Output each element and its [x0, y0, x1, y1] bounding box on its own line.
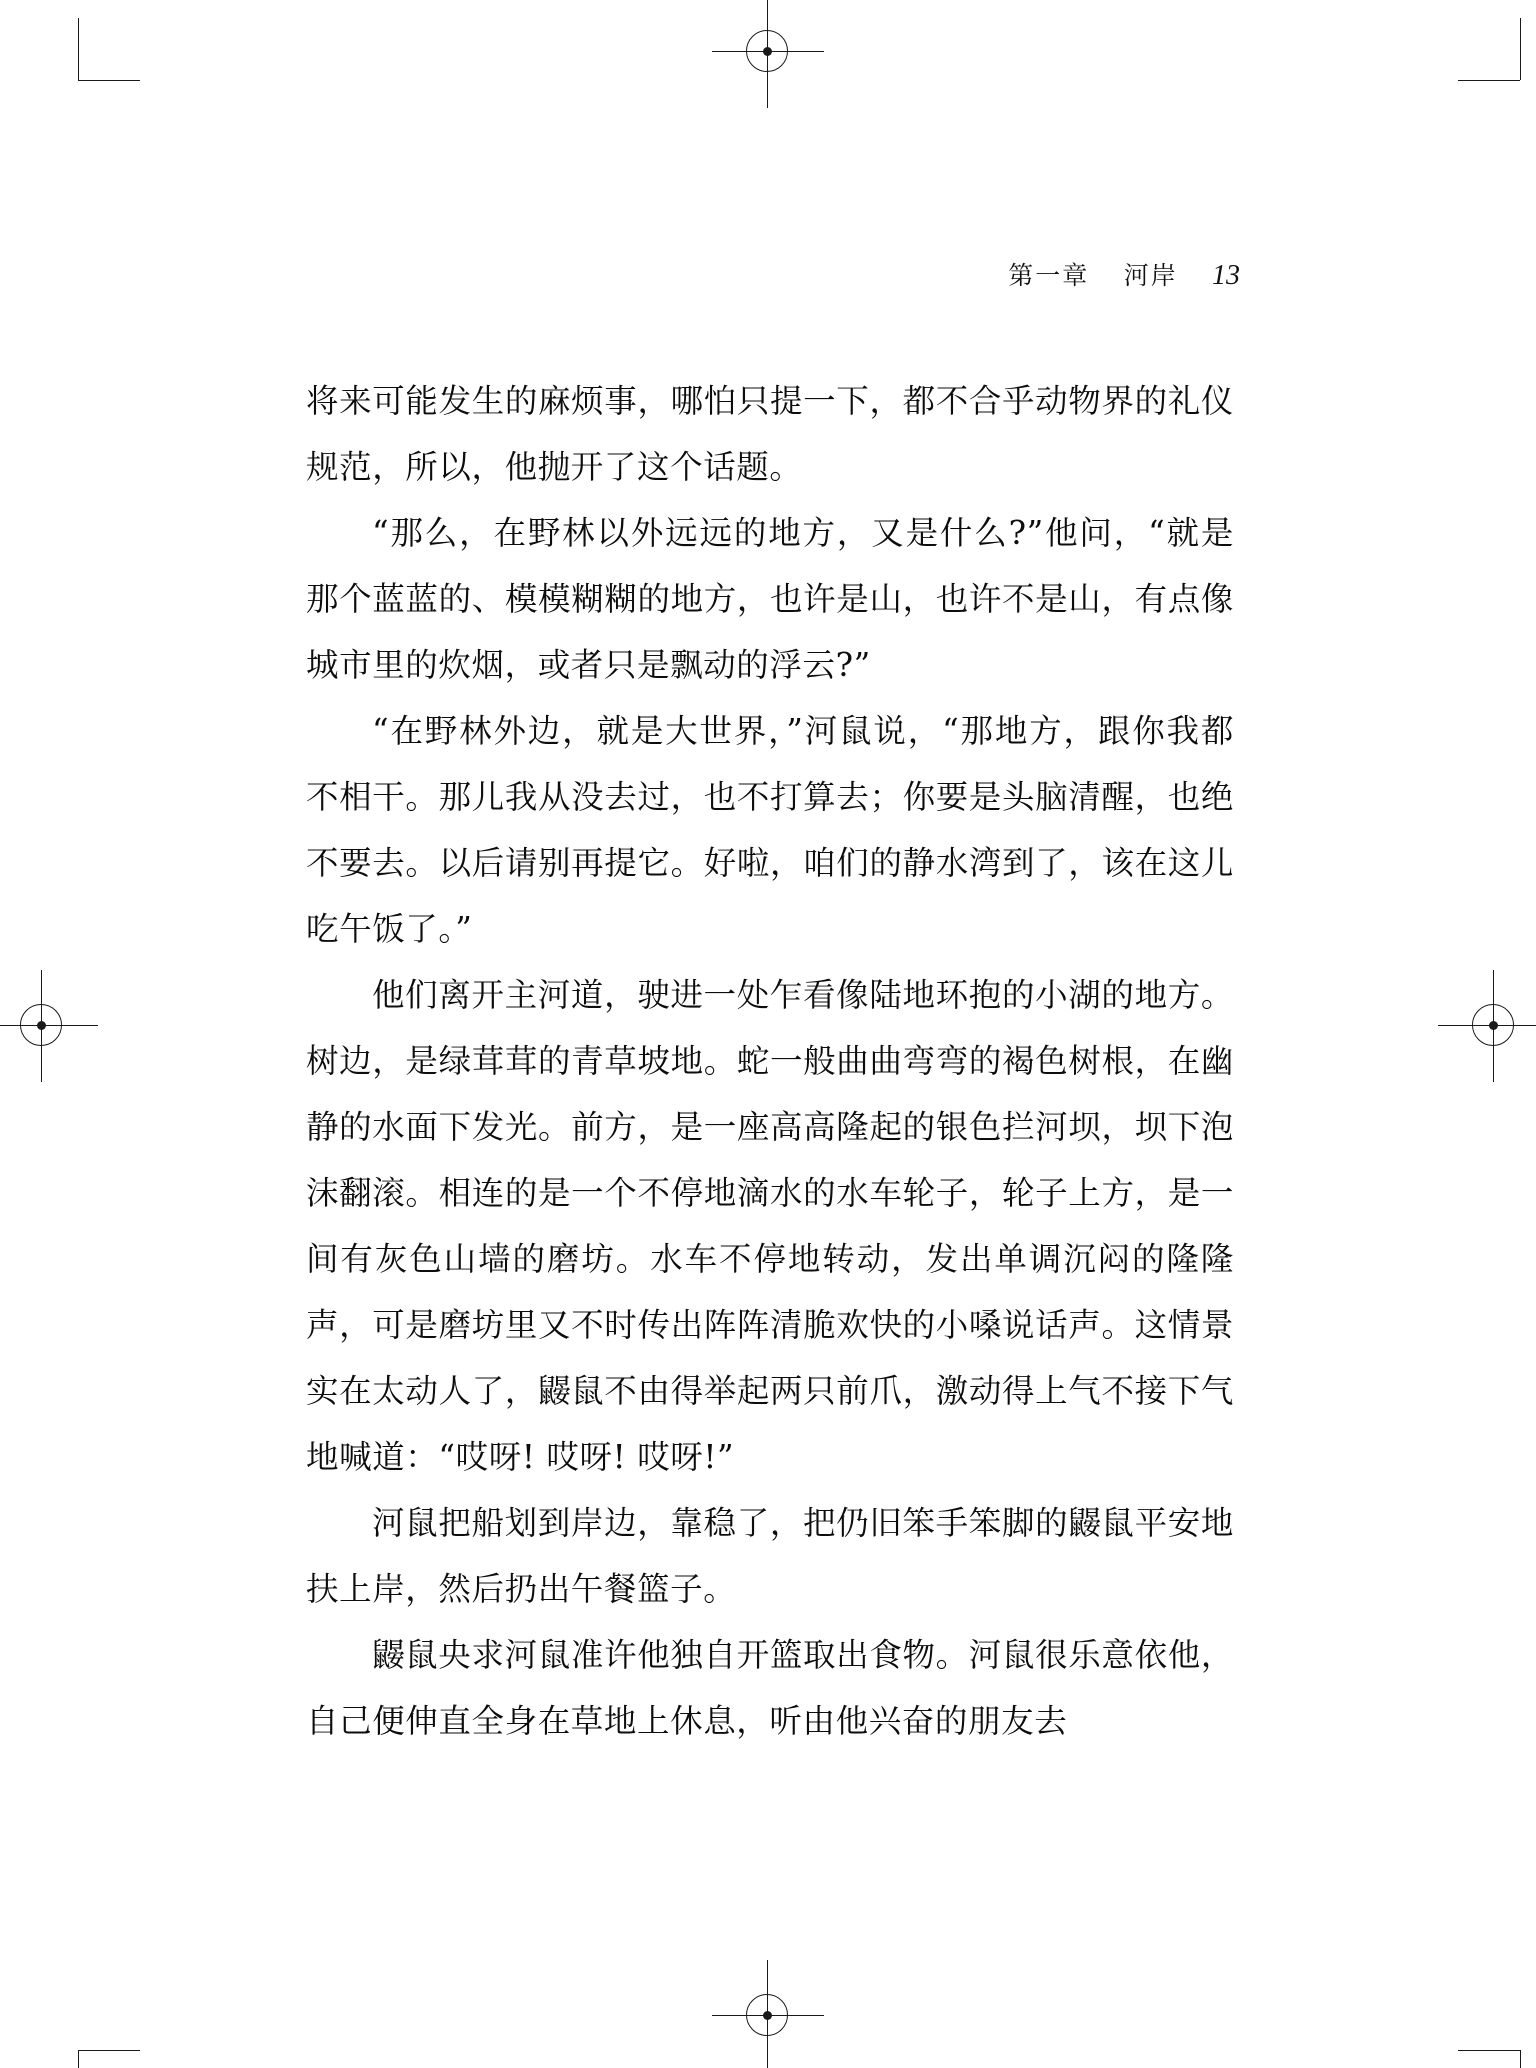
chapter-label: 第一章	[1008, 263, 1090, 290]
paragraph: 河鼠把船划到岸边，靠稳了，把仍旧笨手笨脚的鼹鼠平安地扶上岸，然后扔出午餐篮子。	[306, 1504, 1234, 1608]
paragraph: 将来可能发生的麻烦事，哪怕只提一下，都不合乎动物界的礼仪规范，所以，他抛开了这个话题。	[306, 382, 1234, 486]
registration-mark-top	[712, 0, 824, 108]
paragraph: “在野林外边，就是大世界，”河鼠说，“那地方，跟你我都不相干。那儿我从没去过，也不打算去；你要是头脑清醒，也绝不要去。以后请别再提它。好啦，咱们的静水湾到了，该在这儿吃午饭了。”	[306, 712, 1234, 948]
chapter-title: 河岸	[1123, 263, 1178, 290]
registration-mark-bottom	[712, 1960, 824, 2068]
body-text	[306, 368, 1234, 1754]
page-number: 13	[1212, 260, 1240, 291]
paragraph: “那么，在野林以外远远的地方，又是什么?”他问，“就是那个蓝蓝的、模模糊糊的地方，也许是山，也许不是山，有点像城市里的炊烟，或者只是飘动的浮云?”	[306, 514, 1234, 684]
registration-mark-left	[0, 970, 98, 1082]
running-head	[0, 256, 1536, 292]
paragraph: 他们离开主河道，驶进一处乍看像陆地环抱的小湖的地方。树边，是绿茸茸的青草坡地。蛇一般曲曲弯弯的褐色树根，在幽静的水面下发光。前方，是一座高高隆起的银色拦河坝，坝下泡沫翻滚。相连的是一个不停地滴水的水车轮子，轮子上方，是一间有灰色山墙的磨坊。水车不停地转动，发出单调沉闷的隆隆声，可是磨坊里又不时传出阵阵清脆欢快的小嗓说话声。这情景实在太动人了，鼹鼠不由得举起两只前爪，激动得上气不接下气地喊道：“哎呀! 哎呀! 哎呀!”	[306, 976, 1234, 1476]
registration-mark-right	[1438, 970, 1536, 1082]
paragraph: 鼹鼠央求河鼠准许他独自开篮取出食物。河鼠很乐意依他，自己便伸直全身在草地上休息，听由他兴奋的朋友去	[306, 1636, 1234, 1740]
